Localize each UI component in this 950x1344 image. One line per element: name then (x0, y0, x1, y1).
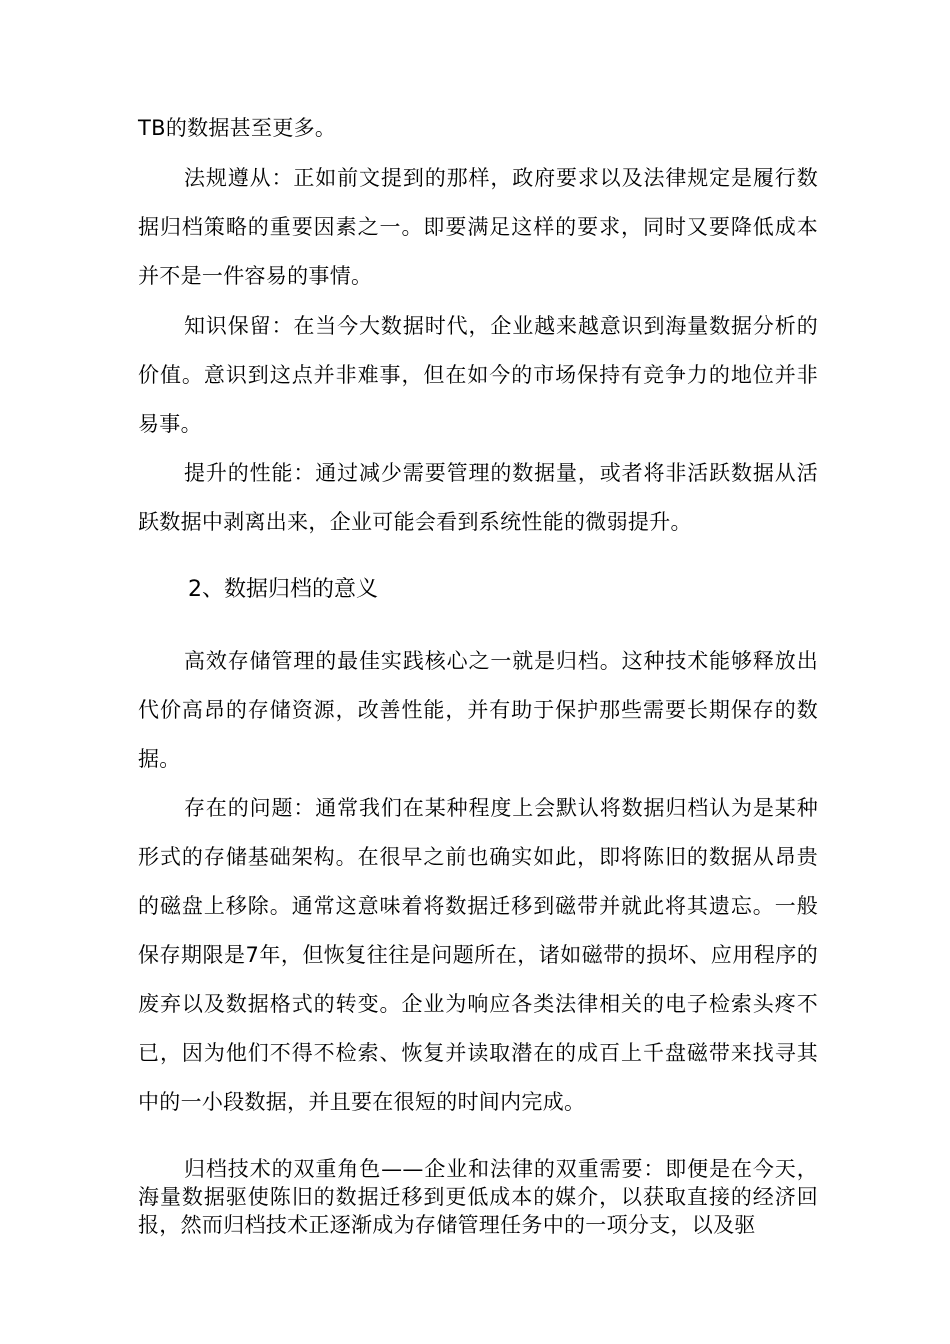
paragraph-performance: 提升的性能：通过减少需要管理的数据量，或者将非活跃数据从活跃数据中剥离出来，企业可能会看到系统性能的微弱提升。 (138, 461, 818, 534)
paragraph-dual-role: 归档技术的双重角色——企业和法律的双重需要：即便是在今天，海量数据驱使陈旧的数据迁移到更低成本的媒介，以获取直接的经济回报，然而归档技术正逐渐成为存储管理任务中的一项分支，以及驱 (138, 1157, 818, 1237)
paragraph-continuation: TB的数据甚至更多。 (138, 116, 337, 140)
section-heading: 2、数据归档的意义 (188, 577, 378, 602)
paragraph-problems: 存在的问题：通常我们在某种程度上会默认将数据归档认为是某种形式的存储基础架构。在很早之前也确实如此，即将陈旧的数据从昂贵的磁盘上移除。通常这意味着将数据迁移到磁带并就此将其遗忘。一般保存期限是7年，但恢复往往是问题所在，诸如磁带的损坏、应用程序的废弃以及数据格式的转变。企业为响应各类法律相关的电子检索头疼不已，因为他们不得不检索、恢复并读取潜在的成百上千盘磁带来找寻其中的一小段数据，并且要在很短的时间内完成。 (138, 796, 818, 1114)
paragraph-compliance: 法规遵从：正如前文提到的那样，政府要求以及法律规定是履行数据归档策略的重要因素之一。即要满足这样的要求，同时又要降低成本并不是一件容易的事情。 (138, 166, 818, 288)
paragraph-knowledge-retention: 知识保留：在当今大数据时代，企业越来越意识到海量数据分析的价值。意识到这点并非难事，但在如今的市场保持有竞争力的地位并非易事。 (138, 314, 818, 436)
paragraph-significance: 高效存储管理的最佳实践核心之一就是归档。这种技术能够释放出代价高昂的存储资源，改善性能，并有助于保护那些需要长期保存的数据。 (138, 649, 818, 771)
